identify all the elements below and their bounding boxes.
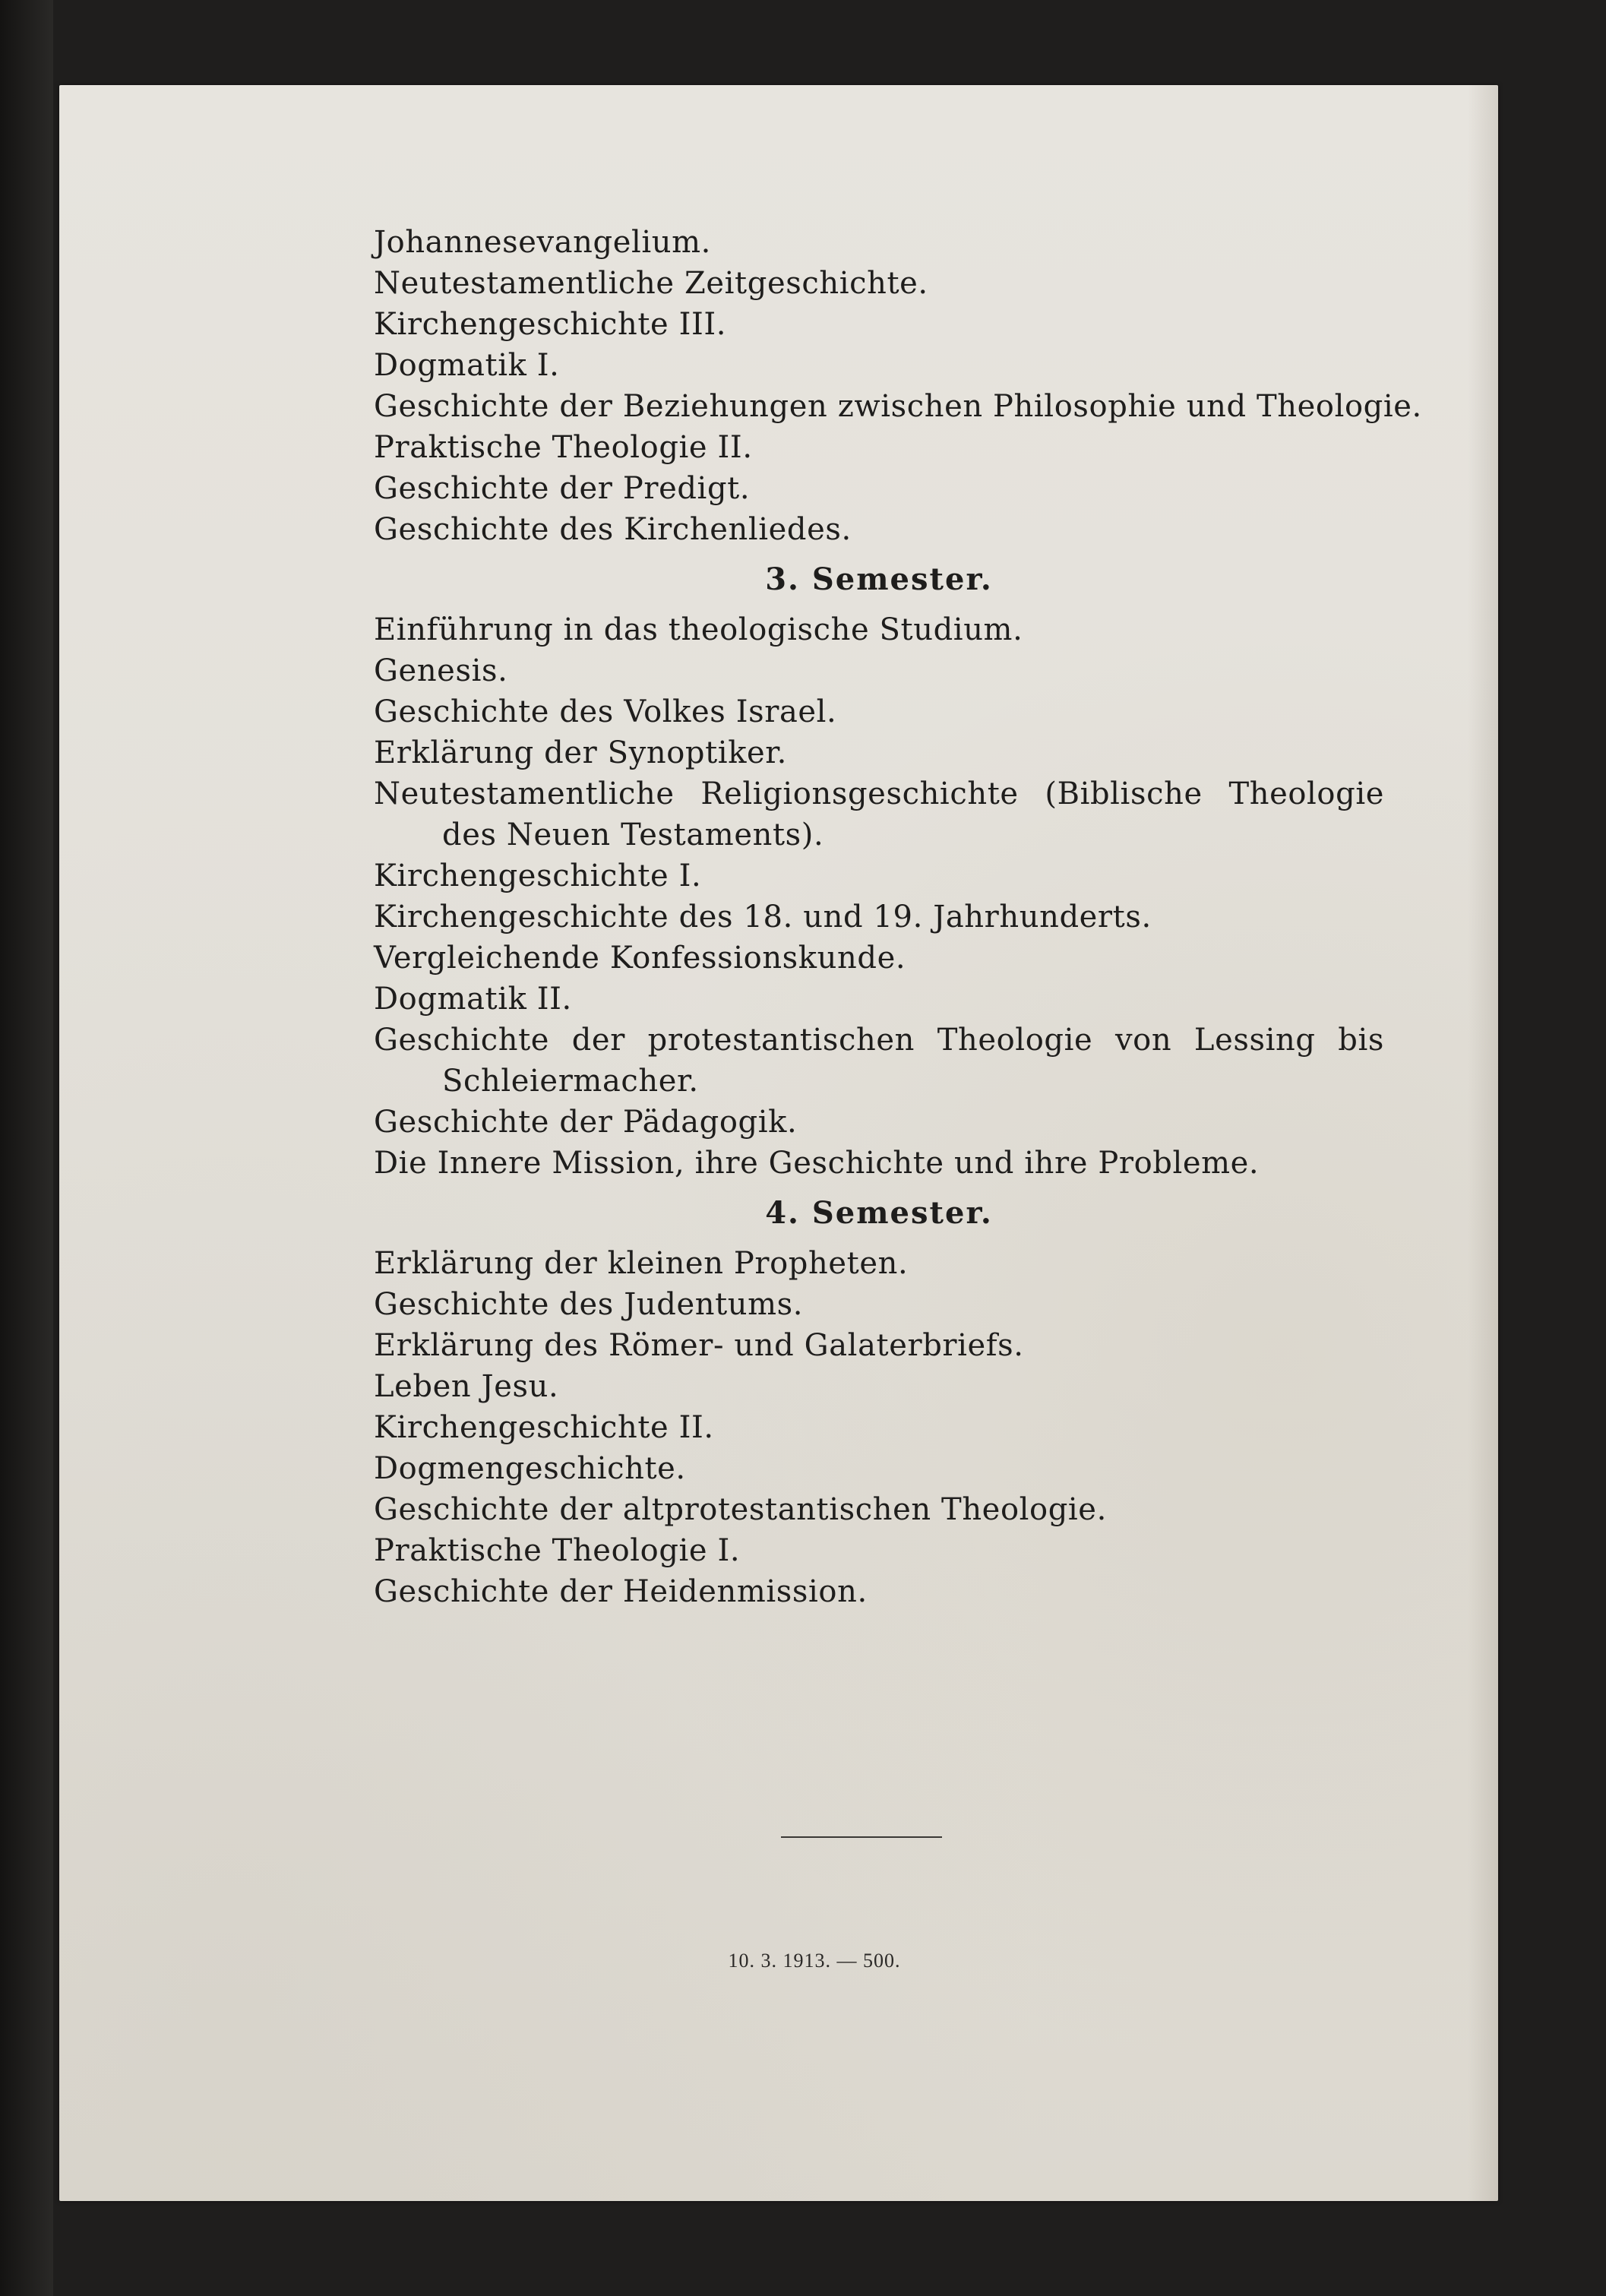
list-item: Praktische Theologie II. [374,430,753,465]
course-list-content [374,222,1422,1612]
list-item: Kirchengeschichte des 18. und 19. Jahrhunderts. [374,900,1152,935]
list-item: Neutestamentliche Zeitgeschichte. [374,266,928,301]
semester-4-heading: 4. Semester. [765,1195,993,1231]
print-date-note: 10. 3. 1913. — 500. [728,1950,901,1972]
list-item: Geschichte der altprotestantischen Theologie. [374,1492,1107,1527]
semester-3-heading: 3. Semester. [765,561,993,597]
list-item: Geschichte der Beziehungen zwischen Philosophie und Theologie. [374,389,1422,424]
page-edge-shadow [1468,85,1498,2201]
list-item: Erklärung der Synoptiker. [374,735,787,770]
list-item: Leben Jesu. [374,1369,559,1404]
list-item: Kirchengeschichte I. [374,859,702,893]
footer-divider [781,1836,942,1838]
list-item: Neutestamentliche Religionsgeschichte (Biblische Theologie des Neuen Testaments). [374,776,1384,852]
list-item: Die Innere Mission, ihre Geschichte und ihre Probleme. [374,1146,1260,1181]
list-item: Erklärung des Römer- und Galaterbriefs. [374,1328,1024,1363]
list-item: Kirchengeschichte II. [374,1410,714,1445]
semester-4-course-list [374,1243,1384,1612]
list-item: Dogmengeschichte. [374,1451,686,1486]
list-item: Geschichte der Predigt. [374,471,751,506]
list-item: Erklärung der kleinen Propheten. [374,1246,909,1281]
list-item: Geschichte des Volkes Israel. [374,694,837,729]
course-list-continued [374,222,1422,550]
list-item: Praktische Theologie I. [374,1533,741,1568]
semester-3-course-list [374,609,1384,1184]
list-item: Geschichte der Pädagogik. [374,1105,798,1140]
list-item: Einführung in das theologische Studium. [374,612,1023,647]
list-item: Vergleichende Konfessionskunde. [374,941,906,976]
list-item: Dogmatik II. [374,982,572,1017]
list-item: Johannesevangelium. [374,225,711,260]
list-item: Kirchengeschichte III. [374,307,727,342]
list-item: Geschichte des Kirchenliedes. [374,512,852,547]
list-item: Geschichte der protestantischen Theologie von Lessing bis Schleiermacher. [374,1023,1384,1099]
list-item: Genesis. [374,653,508,688]
list-item: Geschichte der Heidenmission. [374,1574,868,1609]
list-item: Dogmatik I. [374,348,560,383]
list-item: Geschichte des Judentums. [374,1287,804,1322]
